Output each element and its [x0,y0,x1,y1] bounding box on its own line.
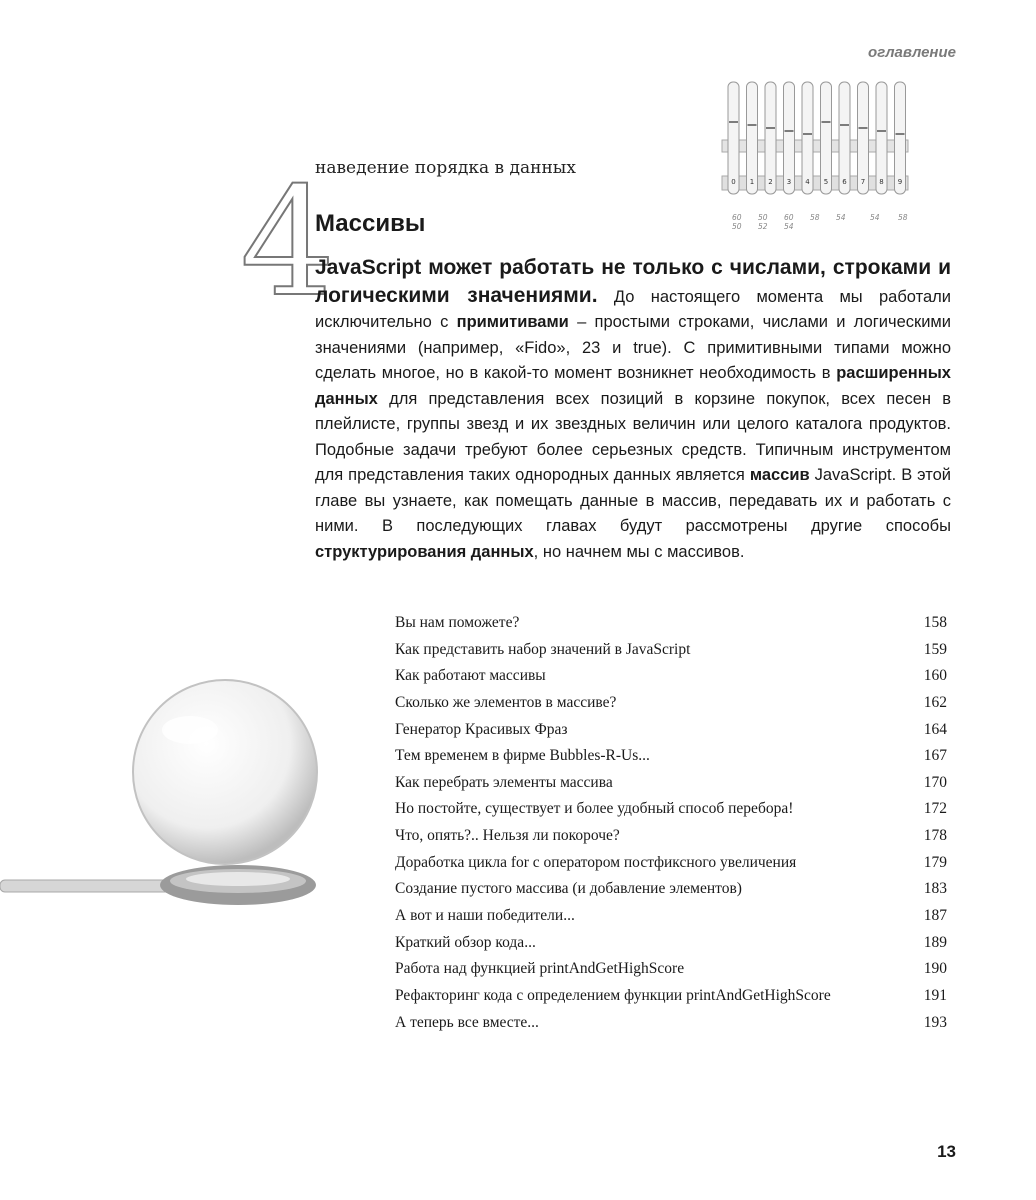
chapter-number: 4 [240,156,336,330]
toc-entry-title: Доработка цикла for с оператором постфиксного увеличения [395,853,797,871]
toc-entry[interactable] [395,800,947,827]
toc-entry[interactable] [395,1014,947,1041]
toc-entry-page: 159 [923,640,947,658]
toc-entry[interactable] [395,827,947,854]
chapter-title: Массивы [315,210,426,237]
toc-entry-title: Но постойте, существует и более удобный способ перебора! [395,800,794,818]
intro-text-5: , но начнем мы с массивов. [533,542,745,561]
toc-entry-title: Вы нам поможете? [395,614,520,631]
intro-bold-array: массив [749,466,810,484]
toc-entry[interactable] [395,667,947,694]
section-header-label: оглавление [868,44,956,61]
toc-entry-title: Как работают массивы [395,667,546,685]
intro-text-3: для представления всех позиций в корзине покупок, всех песен в плейлисте, группы звезд и их звездных величин или целого каталога продуктов. Подобные задачи требуют более серьезных средств. Типичным инструментом для представления таких однородных данных является [315,389,951,484]
toc-entry-title: Сколько же элементов в массиве? [395,693,617,711]
intro-paragraph [315,255,951,565]
tube-score-label: 60 [732,213,742,222]
intro-text-4: JavaScript. В этой главе вы узнаете, как помещать данные в массив, передавать их и работать с ними. В последующих главах будут рассмотрены другие способы [315,466,951,535]
toc-entry[interactable] [395,934,947,961]
test-tubes-image [718,78,918,238]
toc-entry-title: Как представить набор значений в JavaScript [395,640,691,658]
toc-entry-title: Как перебрать элементы массива [395,773,613,791]
toc-entry-title: Краткий обзор кода... [395,933,536,951]
tube-number-label: 8 [879,178,884,186]
intro-bold-structuring: структурирования данных [315,542,534,561]
toc-entry[interactable] [395,694,947,721]
toc-entry-page: 172 [923,800,947,818]
toc-entry-page: 190 [923,960,947,978]
tube-number-label: 7 [860,178,866,186]
toc-entry-page: 193 [923,1013,947,1031]
toc-entry[interactable] [395,747,947,774]
tube-number-label: 3 [786,178,792,186]
toc-entry-page: 170 [923,773,947,791]
toc-entry-title: Работа над функцией printAndGetHighScore [395,960,685,978]
toc-entry-title: Создание пустого массива (и добавление элементов) [395,880,742,898]
toc-entry[interactable] [395,774,947,801]
intro-text-2: – простыми строками, числами и логическими значениями (например, «Fido», 23 и true). С примитивными типами можно сделать многое, но в какой-то момент возникнет необходимость в [315,313,951,382]
toc-entry-page: 178 [923,827,947,845]
soap-bubble-wand-image [0,660,330,920]
intro-bold-extended-data: расширенных данных [315,364,951,408]
toc-entry[interactable] [395,987,947,1014]
chapter-kicker: наведение порядка в данных [315,158,576,178]
toc-entry-page: 183 [923,880,947,898]
toc-entry[interactable] [395,907,947,934]
toc-entry-title: Что, опять?.. Нельзя ли покороче? [395,827,620,845]
tube-score-label: 50 [758,213,768,222]
toc-entry-page: 160 [923,667,947,685]
toc-entry[interactable] [395,960,947,987]
tube-score-label: 50 [732,222,742,231]
toc-entry-page: 162 [923,693,947,711]
toc-entry[interactable] [395,880,947,907]
tube-score-label: 60 [784,213,794,222]
tube-score-label: 54 [836,213,846,222]
tube-number-label: 5 [823,178,829,186]
toc-entry-page: 164 [923,720,947,738]
tube-score-label: 52 [758,222,768,231]
toc-entry-title: А вот и наши победители... [395,907,575,925]
table-of-contents [395,614,947,1040]
tube-number-label: 2 [768,178,773,186]
toc-entry-page: 189 [923,933,947,951]
tube-score-label: 58 [810,213,820,222]
toc-entry-page: 191 [923,986,947,1004]
toc-entry-page: 167 [923,747,947,765]
toc-entry[interactable] [395,854,947,881]
toc-entry-title: А теперь все вместе... [395,1013,539,1031]
tube-number-label: 0 [731,178,736,186]
tube-number-label: 4 [805,178,810,186]
intro-text-1: До настоящего момента мы работали исключительно с [315,287,951,331]
tube-number-label: 9 [897,178,903,186]
toc-entry-page: 158 [923,614,947,631]
toc-entry-title: Тем временем в фирме Bubbles-R-Us... [395,747,650,765]
tube-number-label: 1 [749,178,755,186]
intro-lead: JavaScript может работать не только с числами, строками и логическими значениями. [315,256,951,307]
tube-number-label: 6 [842,178,847,186]
tube-score-label: 54 [784,222,794,231]
toc-entry-title: Генератор Красивых Фраз [395,720,568,738]
tube-score-label: 54 [870,213,880,222]
toc-entry-page: 187 [923,907,947,925]
toc-entry-page: 179 [923,853,947,871]
tube-score-label: 58 [898,213,908,222]
toc-entry[interactable] [395,641,947,668]
toc-entry-title: Рефакторинг кода с определением функции printAndGetHighScore [395,986,831,1004]
intro-bold-primitives: примитивами [456,313,569,331]
page-number: 13 [937,1142,956,1161]
toc-entry[interactable] [395,721,947,748]
toc-entry[interactable] [395,614,947,641]
